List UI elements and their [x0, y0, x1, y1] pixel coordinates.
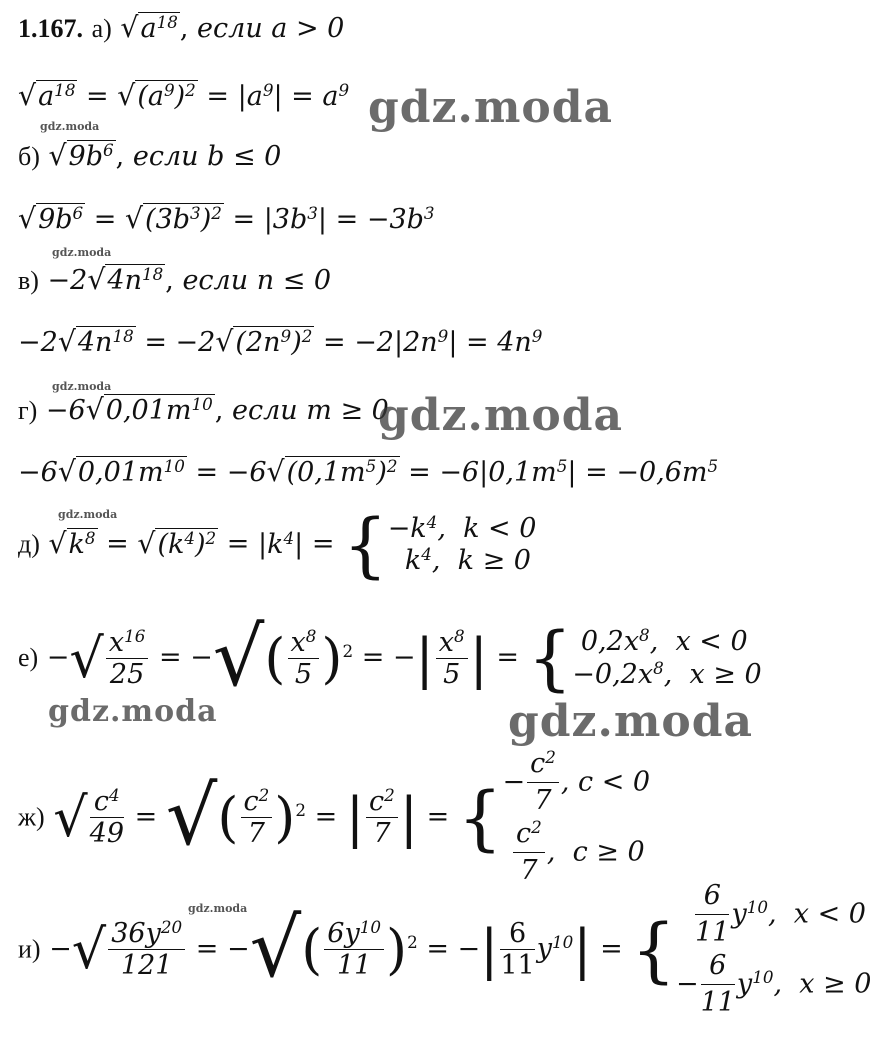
watermark-small-2: gdz.moda [52, 246, 112, 259]
item-v-label: в) [18, 266, 39, 295]
item-g-label: г) [18, 396, 38, 425]
watermark-small-4: gdz.moda [58, 508, 118, 521]
task-i-solution: и) −√ $\frac{36y^{20}}{121}$ = −√( $\frac{6y^{10}}{11}$ )$^2$ = −| $\frac{6}{11}$ $y^{10}|$ = { $\frac{6}{11}$ $y^{10}$, x < 0 − $\frac{6}{11}$ $y^{10}$, x ≥ 0 [18, 880, 871, 1019]
task-d-solution: д) $√k^8 = √(k^4)^2 = |k^4|$ = { $-k^4$, k < 0 $k^4$, k ≥ 0 [18, 504, 537, 586]
item-zh-label: ж) [18, 802, 45, 832]
problem-number: 1.167. [18, 14, 83, 43]
task-zh-solution: ж) √ $\frac{c^4}{49}$ = √( $\frac{c^2}{7}$ )$^2$ = | $\frac{c^2}{7}$ | = { − $\frac{c^2}{7}$ , c < 0 $\frac{c^2}{7}$ , c ≥ 0 [18, 746, 651, 887]
task-a-statement: 1.167. а) $√a^{18}$, если a > 0 [18, 11, 345, 44]
watermark-1: gdz.moda [368, 82, 614, 133]
task-a-solution: $√a^{18} = √(a^9)^2 = |a^9| = a^9$ [18, 79, 350, 112]
watermark-small-5: gdz.moda [188, 902, 248, 915]
watermark-2: gdz.moda [378, 390, 624, 441]
condition-a: если a > 0 [197, 13, 345, 44]
item-b-label: б) [18, 142, 40, 171]
condition-g: если m ≥ 0 [232, 395, 389, 426]
condition-b: если b ≤ 0 [132, 141, 282, 172]
item-d-label: д) [18, 529, 40, 559]
item-e-label: е) [18, 643, 39, 672]
item-a-label: а) [91, 14, 112, 43]
task-b-solution: $√9b^6 = √(3b^3)^2 = |3b^3| = -3b^3$ [18, 202, 435, 235]
sqrt-a18: $√a^{18}$ [120, 11, 178, 44]
task-b-statement: б) $√9b^6$, если b ≤ 0 [18, 139, 282, 172]
task-v-statement: $в) -2√4n^{18}$, если n ≤ 0 [18, 263, 332, 296]
task-v-solution: $-2√4n^{18} = -2√(2n^9)^2 = -2|2n^9| = 4n^9$ [18, 325, 543, 358]
watermark-small-3: gdz.moda [52, 380, 112, 393]
task-g-solution: $-6√0,01m^{10} = -6√(0,1m^5)^2 = -6|0,1m^5| = -0,6m^5$ [18, 455, 719, 488]
watermark-small-1: gdz.moda [40, 120, 100, 133]
task-g-statement: $г) -6√0,01m^{10}$, если m ≥ 0 [18, 393, 389, 426]
condition-v: если n ≤ 0 [182, 265, 332, 296]
watermark-3: gdz.moda [48, 694, 218, 729]
task-e-solution: е) −√ $\frac{x^{16}}{25}$ = −√( $\frac{x^8}{5}$ )$^2$ = −| $\frac{x^8}{5}$ | = { $0,2x^8$, x < 0 $-0,2x^8$, x ≥ 0 [18, 611, 762, 705]
item-i-label: и) [18, 934, 41, 964]
watermark-4: gdz.moda [508, 696, 754, 747]
